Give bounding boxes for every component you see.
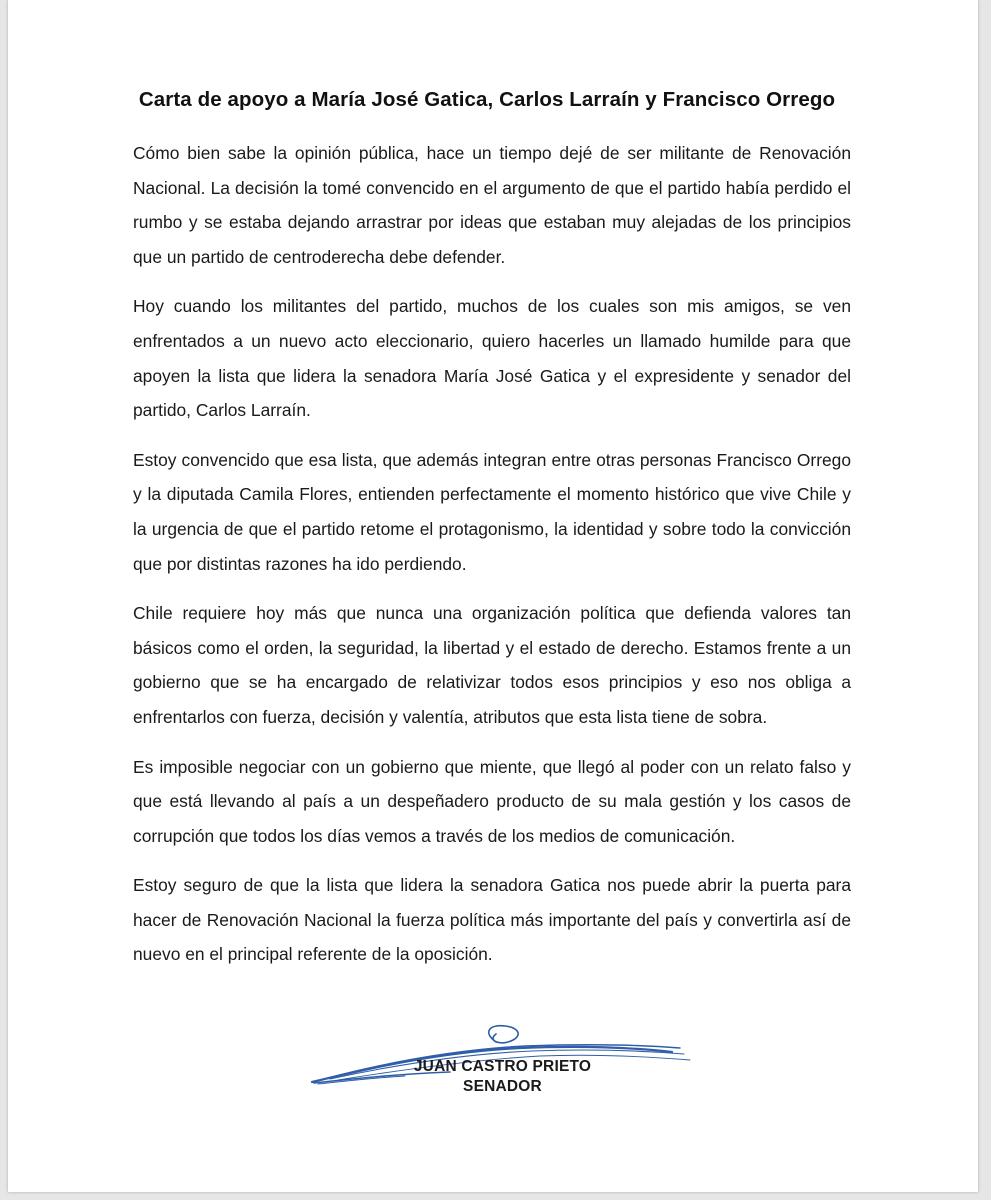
- paragraph-4: Chile requiere hoy más que nunca una organización política que defienda valores tan básicos como el orden, la seguridad, la libertad y el estado de derecho. Estamos frente a un gobierno que se ha encargado de relativizar todos esos principios y eso nos obliga a enfrentarlos con fuerza, decisión y valentía, atributos que esta lista tiene de sobra.: [133, 603, 851, 727]
- signature-role: SENADOR: [463, 1078, 542, 1095]
- letter-body: [133, 136, 851, 987]
- letter-title: Carta de apoyo a María José Gatica, Carlos Larraín y Francisco Orrego: [138, 88, 836, 111]
- paragraph-3: Estoy convencido que esa lista, que además integran entre otras personas Francisco Orrego y la diputada Camila Flores, entienden perfectamente el momento histórico que vive Chile y la urgencia de que el partido retome el protagonismo, la identidad y sobre todo la convicción que por distintas razones ha ido perdiendo.: [133, 449, 851, 574]
- paragraph-2: Hoy cuando los militantes del partido, muchos de los cuales son mis amigos, se ven enfrentados a un nuevo acto eleccionario, quiero hacerles un llamado humilde para que apoyen la lista que lidera la senadora María José Gatica y el expresidente y senador del partido, Carlos Larraín.: [133, 296, 851, 421]
- signature-block: [300, 1020, 700, 1110]
- signature-name: JUAN CASTRO PRIETO: [413, 1058, 592, 1075]
- paragraph-1: Cómo bien sabe la opinión pública, hace un tiempo dejé de ser militante de Renovación Nacional. La decisión la tomé convencido en el argumento de que el partido había perdido el rumbo y se estaba dejando arrastrar por ideas que estaban muy alejadas de los principios que un partido de centroderecha debe defender.: [133, 143, 851, 267]
- paragraph-5: Es imposible negociar con un gobierno que miente, que llegó al poder con un relato falso y que está llevando al país a un despeñadero producto de su mala gestión y los casos de corrupción que todos los días vemos a través de los medios de comunicación.: [133, 756, 851, 846]
- paragraph-6: Estoy seguro de que la lista que lidera la senadora Gatica nos puede abrir la puerta para hacer de Renovación Nacional la fuerza política más importante del país y convertirla así de nuevo en el principal referente de la oposición.: [133, 875, 851, 965]
